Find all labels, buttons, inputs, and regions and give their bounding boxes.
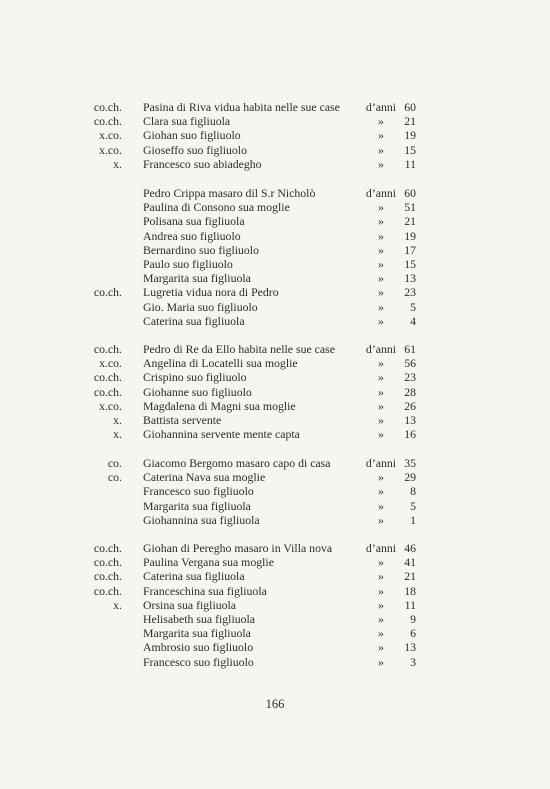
member-description: Francesco suo figliuolo (143, 484, 254, 499)
age-unit: » (378, 384, 384, 399)
age-value: 9 (410, 611, 416, 626)
household-entry (0, 342, 550, 441)
age-value: 23 (404, 285, 416, 300)
age-value: 19 (404, 228, 416, 243)
household-member-row (0, 399, 550, 413)
member-description: Franceschina sua figliuola (143, 583, 267, 598)
age-unit: » (378, 611, 384, 626)
status-mark: co. (107, 470, 122, 485)
status-mark: co. (107, 456, 122, 470)
age-value: 61 (404, 342, 416, 356)
household-member-row (0, 300, 550, 314)
age-value: 18 (404, 583, 416, 598)
age-value: 46 (404, 541, 416, 555)
age-unit: » (378, 626, 384, 641)
member-description: Caterina sua figliuola (143, 313, 245, 328)
age-unit: » (378, 242, 384, 257)
age-value: 17 (404, 242, 416, 257)
age-unit: » (378, 498, 384, 513)
household-entry (0, 456, 550, 527)
status-mark: x. (113, 156, 122, 171)
age-unit: » (378, 200, 384, 215)
age-unit: » (378, 299, 384, 314)
member-description: Giohanne suo figliuolo (143, 384, 252, 399)
age-unit: d’anni (365, 186, 397, 200)
member-description: Pedro di Re da Ello habita nelle sue case (143, 342, 335, 356)
member-description: Paulo suo figliuolo (143, 256, 233, 271)
household-member-row (0, 342, 550, 356)
status-mark: x.co. (99, 142, 122, 157)
age-value: 11 (404, 156, 416, 171)
age-value: 5 (410, 299, 416, 314)
age-value: 13 (404, 640, 416, 655)
age-unit: » (378, 569, 384, 584)
member-description: Helisabeth sua figliuola (143, 611, 256, 626)
household-member-row (0, 128, 550, 142)
age-unit: » (378, 285, 384, 300)
household-member-row (0, 427, 550, 441)
member-description: Paulina di Consono sua moglie (143, 200, 290, 215)
household-entry (0, 100, 550, 171)
age-unit: » (378, 555, 384, 570)
household-member-row (0, 186, 550, 200)
age-unit: » (378, 512, 384, 527)
age-unit: » (378, 470, 384, 485)
age-value: 15 (404, 142, 416, 157)
age-value: 56 (404, 356, 416, 371)
household-member-row (0, 626, 550, 640)
household-member-row (0, 214, 550, 228)
household-member-row (0, 200, 550, 214)
age-unit: » (378, 114, 384, 129)
member-description: Giohan di Peregho masaro in Villa nova (143, 541, 333, 555)
member-description: Gioseffo suo figliuolo (143, 142, 247, 157)
age-value: 11 (404, 597, 416, 612)
age-unit: » (378, 356, 384, 371)
member-description: Orsina sua figliuola (143, 597, 237, 612)
member-description: Lugretia vidua nora di Pedro (143, 285, 279, 300)
status-mark: co.ch. (93, 384, 122, 399)
member-description: Margarita sua figliuola (143, 498, 251, 513)
household-member-row (0, 257, 550, 271)
household-member-row (0, 356, 550, 370)
status-mark: x. (113, 427, 122, 442)
member-description: Margarita sua figliuola (143, 626, 251, 641)
age-unit: » (378, 214, 384, 229)
age-unit: » (378, 313, 384, 328)
age-unit: » (378, 398, 384, 413)
age-unit: » (378, 583, 384, 598)
household-member-row (0, 413, 550, 427)
status-mark: co.ch. (93, 370, 122, 385)
household-member-row (0, 456, 550, 470)
member-description: Caterina Nava sua moglie (143, 470, 266, 485)
age-unit: » (378, 427, 384, 442)
household-entry (0, 541, 550, 669)
member-description: Angelina di Locatelli sua moglie (143, 356, 298, 371)
member-description: Giohannina servente mente capta (143, 427, 300, 442)
age-value: 21 (404, 114, 416, 129)
household-member-row (0, 157, 550, 171)
age-value: 8 (410, 484, 416, 499)
status-mark: x.co. (99, 356, 122, 371)
household-member-row (0, 229, 550, 243)
status-mark: x.co. (99, 128, 122, 143)
status-mark: co.ch. (93, 583, 122, 598)
status-mark: co.ch. (93, 114, 122, 129)
household-member-row (0, 285, 550, 299)
age-value: 1 (410, 512, 416, 527)
status-mark: co.ch. (93, 541, 122, 555)
age-unit: » (378, 412, 384, 427)
household-member-row (0, 584, 550, 598)
age-unit: » (378, 228, 384, 243)
age-unit: » (378, 156, 384, 171)
status-mark: co.ch. (93, 569, 122, 584)
member-description: Polisana sua figliuola (143, 214, 245, 229)
household-member-row (0, 569, 550, 583)
age-value: 13 (404, 271, 416, 286)
status-mark: co.ch. (93, 342, 122, 356)
member-description: Pedro Crippa masaro dil S.r Nicholò (143, 186, 316, 200)
status-mark: x. (113, 597, 122, 612)
member-description: Giacomo Bergomo masaro capo di casa (143, 456, 331, 470)
household-member-row (0, 612, 550, 626)
age-unit: » (378, 128, 384, 143)
member-description: Caterina sua figliuola (143, 569, 245, 584)
member-description: Margarita sua figliuola (143, 271, 251, 286)
age-unit: » (378, 256, 384, 271)
member-description: Crispino suo figliuolo (143, 370, 247, 385)
age-value: 26 (404, 398, 416, 413)
household-member-row (0, 370, 550, 384)
household-member-row (0, 513, 550, 527)
page-number: 166 (265, 697, 285, 711)
age-value: 4 (410, 313, 416, 328)
household-member-row (0, 114, 550, 128)
age-value: 13 (404, 412, 416, 427)
household-member-row (0, 499, 550, 513)
member-description: Pasina di Riva vidua habita nelle sue case (143, 100, 340, 114)
household-member-row (0, 655, 550, 669)
age-value: 16 (404, 427, 416, 442)
age-value: 6 (410, 626, 416, 641)
age-value: 35 (404, 456, 416, 470)
age-value: 60 (404, 100, 416, 114)
household-member-row (0, 470, 550, 484)
age-unit: » (378, 142, 384, 157)
age-value: 15 (404, 256, 416, 271)
household-member-row (0, 541, 550, 555)
member-description: Francesco suo figliuolo (143, 654, 254, 669)
age-value: 28 (404, 384, 416, 399)
household-member-row (0, 143, 550, 157)
member-description: Ambrosio suo figliuolo (143, 640, 254, 655)
age-value: 60 (404, 186, 416, 200)
household-member-row (0, 243, 550, 257)
status-mark: co.ch. (93, 100, 122, 114)
member-description: Magdalena di Magni sua moglie (143, 398, 296, 413)
age-unit: d’anni (365, 456, 397, 470)
household-member-row (0, 555, 550, 569)
household-member-row (0, 385, 550, 399)
age-unit: » (378, 271, 384, 286)
member-description: Battista servente (143, 412, 222, 427)
member-description: Paulina Vergana sua moglie (143, 555, 274, 570)
age-value: 19 (404, 128, 416, 143)
age-unit: » (378, 640, 384, 655)
household-member-row (0, 100, 550, 114)
age-value: 23 (404, 370, 416, 385)
household-member-row (0, 271, 550, 285)
member-description: Bernardino suo figliuolo (143, 242, 259, 257)
household-entry (0, 186, 550, 328)
age-unit: d’anni (365, 100, 397, 114)
age-value: 5 (410, 498, 416, 513)
member-description: Andrea suo figliuolo (143, 228, 241, 243)
age-unit: » (378, 484, 384, 499)
household-member-row (0, 314, 550, 328)
age-value: 3 (410, 654, 416, 669)
member-description: Francesco suo abiadegho (143, 156, 262, 171)
age-value: 51 (404, 200, 416, 215)
age-unit: » (378, 654, 384, 669)
member-description: Gio. Maria suo figliuolo (143, 299, 258, 314)
age-value: 21 (404, 569, 416, 584)
age-unit: d’anni (365, 342, 397, 356)
age-value: 21 (404, 214, 416, 229)
age-value: 41 (404, 555, 416, 570)
member-description: Clara sua figliuola (143, 114, 231, 129)
status-mark: x.co. (99, 398, 122, 413)
member-description: Giohan suo figliuolo (143, 128, 241, 143)
status-mark: co.ch. (93, 285, 122, 300)
age-unit: d’anni (365, 541, 397, 555)
member-description: Giohannina sua figliuola (143, 512, 260, 527)
status-mark: co.ch. (93, 555, 122, 570)
household-member-row (0, 598, 550, 612)
age-unit: » (378, 597, 384, 612)
age-unit: » (378, 370, 384, 385)
household-member-row (0, 640, 550, 654)
household-member-row (0, 484, 550, 498)
status-mark: x. (113, 412, 122, 427)
age-value: 29 (404, 470, 416, 485)
